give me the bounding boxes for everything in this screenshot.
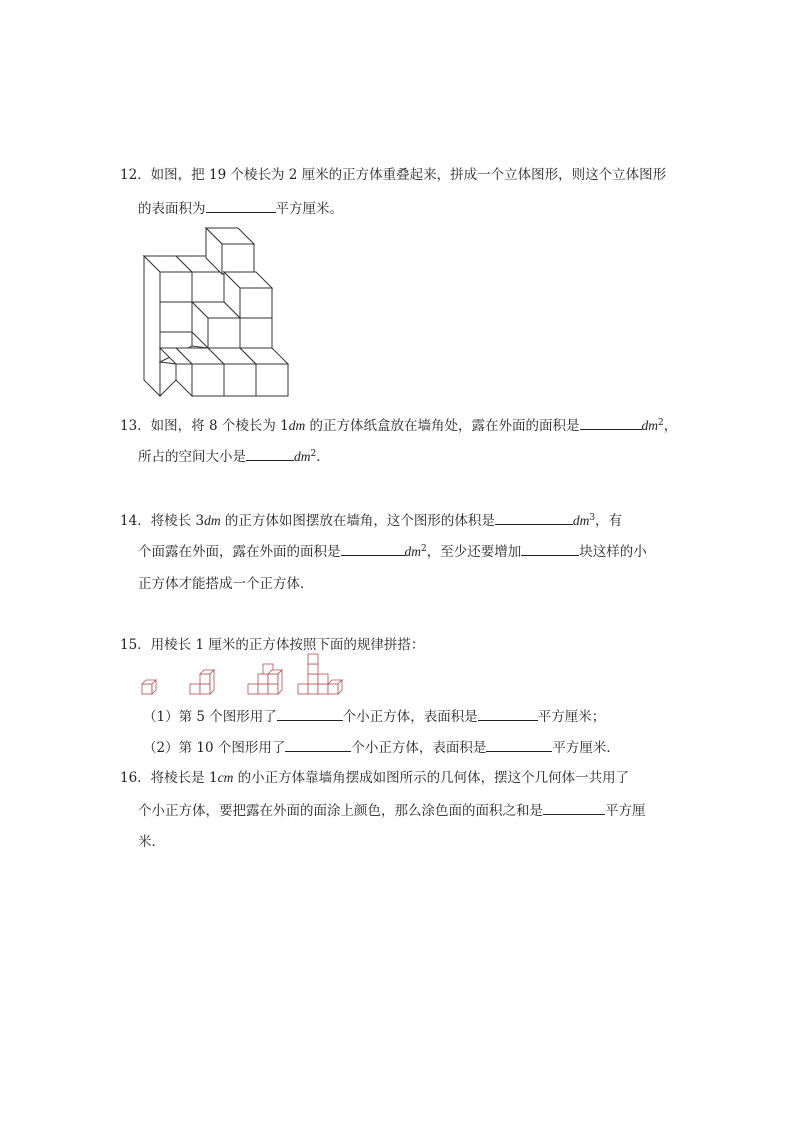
q16-line1: [120, 769, 629, 787]
q12-cube-stack-figure: [140, 226, 300, 401]
q13-text1c: ，: [663, 418, 678, 434]
q14-exp3: 2: [421, 544, 427, 554]
q15-sub2b: 个小正方体，表面积是: [351, 740, 487, 756]
q15-text1: ．用棱长 1 厘米的正方体按照下面的规律拼搭：: [137, 637, 425, 653]
q14-exp2: 3: [589, 513, 596, 523]
q14-text1c: ，有: [595, 513, 623, 529]
q12-text1: ．如图，把 19 个棱长为 2 厘米的正方体重叠起来，拼成一个立体图形，则这个立体图形: [137, 167, 667, 183]
q12-answer-blank[interactable]: [206, 199, 276, 213]
q13-text2a: 所占的空间大小是: [138, 449, 246, 465]
q15-sub2: [143, 738, 620, 757]
q16-number: 16: [120, 770, 138, 786]
q13-number: 13: [120, 418, 138, 434]
q12-number: 12: [120, 167, 138, 183]
q16-text1b: 的小正方体靠墙角摆成如图所示的几何体，摆这个几何体一共用了: [233, 770, 630, 786]
q14-text1b: 的正方体如图摆放在墙角，这个图形的体积是: [220, 513, 495, 529]
q15-sub2c: 平方厘米．: [552, 740, 620, 756]
q13-unit3: dm: [294, 449, 311, 464]
q13-answer-blank-2[interactable]: [246, 447, 294, 461]
q15-sub1a: （1）第 5 个图形用了: [143, 709, 277, 725]
q16-line3: 米．: [138, 834, 165, 850]
q13-text1a: ．如图，将 8 个棱长为 1: [137, 418, 289, 434]
q13-text1b: 的正方体纸盒放在墙角处，露在外面的面积是: [305, 418, 580, 434]
q14-answer-blank-2[interactable]: [341, 542, 405, 556]
q13-unit1: dm: [288, 418, 306, 433]
q16-answer-blank[interactable]: [543, 801, 605, 815]
q15-answer-blank-3[interactable]: [285, 738, 351, 752]
q15-sub1b: 个小正方体，表面积是: [342, 709, 478, 725]
q16-unit1: cm: [217, 770, 234, 785]
q15-sub1: [143, 707, 605, 726]
q16-text2a: 个小正方体，要把露在外面的面涂上颜色，那么涂色面的面积之和是: [138, 803, 543, 819]
q14-text1a: ．将棱长 3: [137, 513, 205, 529]
q15-number: 15: [120, 637, 138, 653]
q12-line1: [120, 166, 666, 184]
q12-line2: [138, 199, 343, 218]
q13-text2b: ．: [316, 449, 330, 465]
q15-answer-blank-2[interactable]: [478, 707, 538, 721]
q15-answer-blank-1[interactable]: [277, 707, 343, 721]
q13-answer-blank-1[interactable]: [580, 416, 642, 430]
q14-text2c: 块这样的小: [579, 544, 647, 560]
q15-line1: [120, 636, 424, 654]
q14-number: 14: [120, 513, 138, 529]
q13-line2: [138, 447, 330, 466]
q13-exp2: 2: [658, 418, 664, 428]
q16-line2: [138, 801, 646, 820]
q12-text2b: 平方厘米。: [275, 201, 343, 217]
q16-text2b: 平方厘: [605, 803, 646, 819]
q14-answer-blank-1[interactable]: [495, 511, 573, 525]
q14-unit3: dm: [404, 544, 421, 559]
q14-text2b: ，至少还要增加: [426, 544, 522, 560]
q15-sub1c: 平方厘米；: [537, 709, 606, 725]
q15-pattern-figures: [138, 658, 358, 698]
q14-answer-blank-3[interactable]: [521, 542, 579, 556]
q15-sub2a: （2）第 10 个图形用了: [143, 740, 286, 756]
q12-text2a: 的表面积为: [138, 201, 206, 217]
q16-text1a: ．将棱长是 1: [137, 770, 218, 786]
q14-unit2: dm: [572, 513, 590, 528]
q14-line3: 正方体才能搭成一个正方体．: [138, 576, 314, 592]
q13-exp3: 2: [310, 449, 317, 459]
q15-answer-blank-4[interactable]: [486, 738, 552, 752]
q14-line2: [138, 542, 647, 561]
q14-unit1: dm: [204, 513, 221, 528]
q13-line1: [120, 416, 677, 435]
q14-line1: [120, 511, 622, 530]
q13-unit2: dm: [641, 418, 659, 433]
q14-text2a: 个面露在外面，露在外面的面积是: [138, 544, 341, 560]
